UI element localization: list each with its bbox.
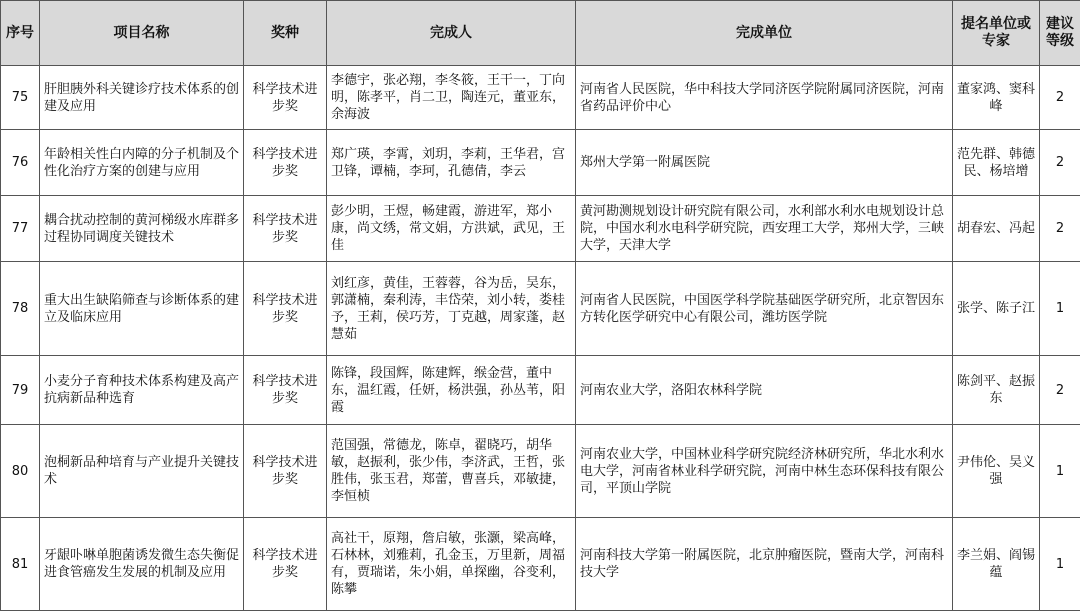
project-name: 肝胆胰外科关键诊疗技术体系的创建及应用 <box>40 66 244 130</box>
award-type: 科学技术进步奖 <box>244 262 327 356</box>
suggested-level: 2 <box>1040 66 1080 130</box>
nominator: 尹伟伦、吴义强 <box>953 425 1040 518</box>
suggested-level: 1 <box>1040 262 1080 356</box>
award-type: 科学技术进步奖 <box>244 425 327 518</box>
completers: 范国强，常德龙，陈卓，翟晓巧，胡华敏，赵振利，张少伟，李济武，王哲，张胜伟，张玉君，郑蕾，曹喜兵，邓敏捷，李恒桢 <box>327 425 576 518</box>
suggested-level: 2 <box>1040 356 1080 425</box>
completing-units: 河南农业大学，中国林业科学研究院经济林研究所，华北水利水电大学，河南省林业科学研究院，河南中林生态环保科技有限公司，平顶山学院 <box>576 425 953 518</box>
header-row <box>1 1 1080 66</box>
row-no: 78 <box>1 262 40 356</box>
row-no: 77 <box>1 196 40 262</box>
table-row <box>1 425 1080 518</box>
award-type: 科学技术进步奖 <box>244 356 327 425</box>
row-no: 80 <box>1 425 40 518</box>
table-row <box>1 262 1080 356</box>
header-suggested-level: 建议等级 <box>1040 1 1080 66</box>
project-name: 年龄相关性白内障的分子机制及个性化治疗方案的创建与应用 <box>40 130 244 196</box>
row-no: 75 <box>1 66 40 130</box>
row-no: 81 <box>1 518 40 611</box>
completing-units: 河南科技大学第一附属医院，北京肿瘤医院，暨南大学，河南科技大学 <box>576 518 953 611</box>
completing-units: 河南省人民医院，华中科技大学同济医学院附属同济医院，河南省药品评价中心 <box>576 66 953 130</box>
project-name: 牙龈卟啉单胞菌诱发微生态失衡促进食管癌发生发展的机制及应用 <box>40 518 244 611</box>
header-completers: 完成人 <box>327 1 576 66</box>
row-no: 76 <box>1 130 40 196</box>
header-no: 序号 <box>1 1 40 66</box>
completers: 郑广瑛，李霄，刘玥，李莉，王华君，宫卫锋，谭楠，李珂，孔德倩，李云 <box>327 130 576 196</box>
nominator: 陈剑平、赵振东 <box>953 356 1040 425</box>
award-type: 科学技术进步奖 <box>244 196 327 262</box>
completers: 高社干，原翔，詹启敏，张灏，梁高峰，石林林，刘雅莉，孔金玉，万里新，周福有，贾瑞诺，朱小娟，单探幽，谷变利，陈攀 <box>327 518 576 611</box>
completing-units: 河南省人民医院，中国医学科学院基础医学研究所，北京智因东方转化医学研究中心有限公司，潍坊医学院 <box>576 262 953 356</box>
project-name: 重大出生缺陷筛查与诊断体系的建立及临床应用 <box>40 262 244 356</box>
completers: 李德宇，张必翔，李冬筱，王干一，丁向明，陈孝平，肖二卫，陶连元，董亚东，余海波 <box>327 66 576 130</box>
suggested-level: 2 <box>1040 130 1080 196</box>
row-no: 79 <box>1 356 40 425</box>
nominator: 张学、陈子江 <box>953 262 1040 356</box>
suggested-level: 1 <box>1040 425 1080 518</box>
completers: 彭少明，王煜，畅建霞，游进军，郑小康，尚文绣，常文娟，方洪斌，武见，王佳 <box>327 196 576 262</box>
award-type: 科学技术进步奖 <box>244 66 327 130</box>
table-row <box>1 130 1080 196</box>
header-nominator: 提名单位或专家 <box>953 1 1040 66</box>
award-type: 科学技术进步奖 <box>244 518 327 611</box>
completers: 陈锋，段国辉，陈建辉，缑金营，董中东，温红霞，任妍，杨洪强，孙丛苇，阳霞 <box>327 356 576 425</box>
table-row <box>1 66 1080 130</box>
suggested-level: 2 <box>1040 196 1080 262</box>
header-award-type: 奖种 <box>244 1 327 66</box>
table-row <box>1 518 1080 611</box>
completing-units: 河南农业大学，洛阳农林科学院 <box>576 356 953 425</box>
table-row <box>1 196 1080 262</box>
completing-units: 郑州大学第一附属医院 <box>576 130 953 196</box>
nominator: 胡春宏、冯起 <box>953 196 1040 262</box>
project-name: 小麦分子育种技术体系构建及高产抗病新品种选育 <box>40 356 244 425</box>
project-name: 耦合扰动控制的黄河梯级水库群多过程协同调度关键技术 <box>40 196 244 262</box>
completers: 刘红彦，黄佳，王蓉蓉，谷为岳，吴东，郭潇楠，秦利涛，丰岱荣，刘小转，娄桂予，王莉，侯巧芳，丁克越，周家蓬，赵慧茹 <box>327 262 576 356</box>
completing-units: 黄河勘测规划设计研究院有限公司，水利部水利水电规划设计总院，中国水利水电科学研究院，西安理工大学，郑州大学，三峡大学，天津大学 <box>576 196 953 262</box>
suggested-level: 1 <box>1040 518 1080 611</box>
header-completing-units: 完成单位 <box>576 1 953 66</box>
nominator: 范先群、韩德民、杨培增 <box>953 130 1040 196</box>
project-name: 泡桐新品种培育与产业提升关键技术 <box>40 425 244 518</box>
nominator: 李兰娟、阎锡蕴 <box>953 518 1040 611</box>
header-project-name: 项目名称 <box>40 1 244 66</box>
award-type: 科学技术进步奖 <box>244 130 327 196</box>
table-row <box>1 356 1080 425</box>
nominator: 董家鸿、窦科峰 <box>953 66 1040 130</box>
